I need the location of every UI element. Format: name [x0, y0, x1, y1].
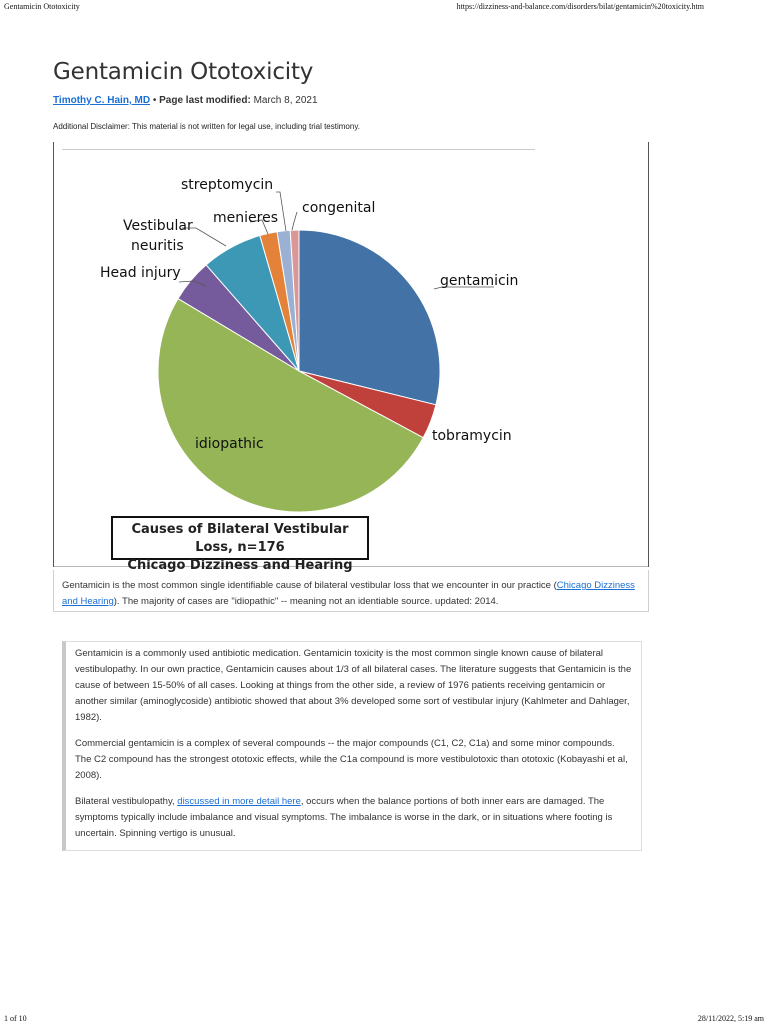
label-menieres: menieres	[213, 210, 278, 226]
print-header-url: https://dizziness-and-balance.com/disorders/bilat/gentamicin%20toxicity.htm	[456, 2, 704, 11]
label-vestibular-line1: Vestibular	[123, 218, 193, 234]
caption-link[interactable]: Chicago Dizziness and Hearing	[62, 580, 635, 607]
body-paragraph-2: Commercial gentamicin is a complex of several compounds -- the major compounds (C1, C2, C1a) and some minor compounds. The C2 compound has the strongest ototoxic effects, while the C1a compound is more vestibulotoxic than ototoxic (Kobayashi et al, 2008).	[75, 738, 628, 781]
byline-separator: •	[150, 95, 160, 106]
caption-text-after: ). The majority of cases are "idiopathic" -- meaning not an identiable source. updated: 2014.	[113, 596, 499, 607]
print-header-title: Gentamicin Ototoxicity	[4, 2, 80, 11]
figure-left-border	[53, 142, 54, 567]
modified-date: March 8, 2021	[250, 95, 318, 106]
figure-caption	[53, 570, 649, 612]
bilateral-detail-link[interactable]: discussed in more detail here	[177, 796, 301, 807]
label-streptomycin: streptomycin	[181, 177, 274, 193]
page-title: Gentamicin Ototoxicity	[53, 59, 314, 85]
print-footer	[0, 1014, 768, 1023]
label-vestibular-line2: neuritis	[131, 238, 184, 254]
leader-congenital	[292, 212, 297, 230]
content-box	[62, 641, 642, 851]
p3-text-before: Bilateral vestibulopathy,	[75, 796, 178, 807]
author-link[interactable]: Timothy C. Hain, MD	[53, 95, 151, 106]
print-footer-page: 1 of 10	[4, 1014, 27, 1023]
disclaimer: Additional Disclaimer: This material is not written for legal use, including trial testimony.	[53, 122, 360, 131]
chart-title-box	[111, 516, 369, 573]
label-tobramycin: tobramycin	[432, 428, 512, 444]
chart-figure	[53, 142, 649, 573]
modified-label: Page last modified:	[159, 95, 251, 106]
pie-chart	[54, 142, 650, 567]
print-footer-datetime: 28/11/2022, 5:19 am	[697, 1014, 764, 1023]
figure-right-border	[648, 142, 649, 567]
label-gentamicin: gentamicin	[440, 273, 519, 289]
body-paragraph-1: Gentamicin is a commonly used antibiotic medication. Gentamicin toxicity is the most common single known cause of bilateral vestibulopathy. In our own practice, Gentamicin causes about 1/3 of all bilateral cases. The literature suggests that Gentamicin is the cause of between 15-50% of all cases. Looking at things from the other side, a review of 1976 patients receiving gentamicin or another similar (aminoglycoside) antibiotic showed that about 3% developed some sort of vestibular injury (Kahlmeter and Dahlager, 1982).	[75, 648, 632, 723]
chart-subtitle: Chicago Dizziness and Hearing	[127, 558, 353, 573]
label-idiopathic: idiopathic	[195, 436, 264, 452]
chart-title: Causes of Bilateral Vestibular Loss, n=176	[131, 522, 349, 555]
print-header	[0, 2, 768, 11]
body-paragraph-3	[75, 794, 633, 842]
byline	[53, 95, 318, 106]
label-congenital: congenital	[302, 200, 376, 216]
p3-text-after: , occurs when the balance portions of both inner ears are damaged. The symptoms typically include imbalance and visual symptoms. The imbalance is worse in the dark, or in situations where footing is uncertain. Spinning vertigo is unusual.	[75, 796, 613, 839]
label-head-injury: Head injury	[100, 265, 181, 281]
caption-text-before: Gentamicin is the most common single identifiable cause of bilateral vestibular loss that we encounter in our practice (	[62, 580, 557, 591]
